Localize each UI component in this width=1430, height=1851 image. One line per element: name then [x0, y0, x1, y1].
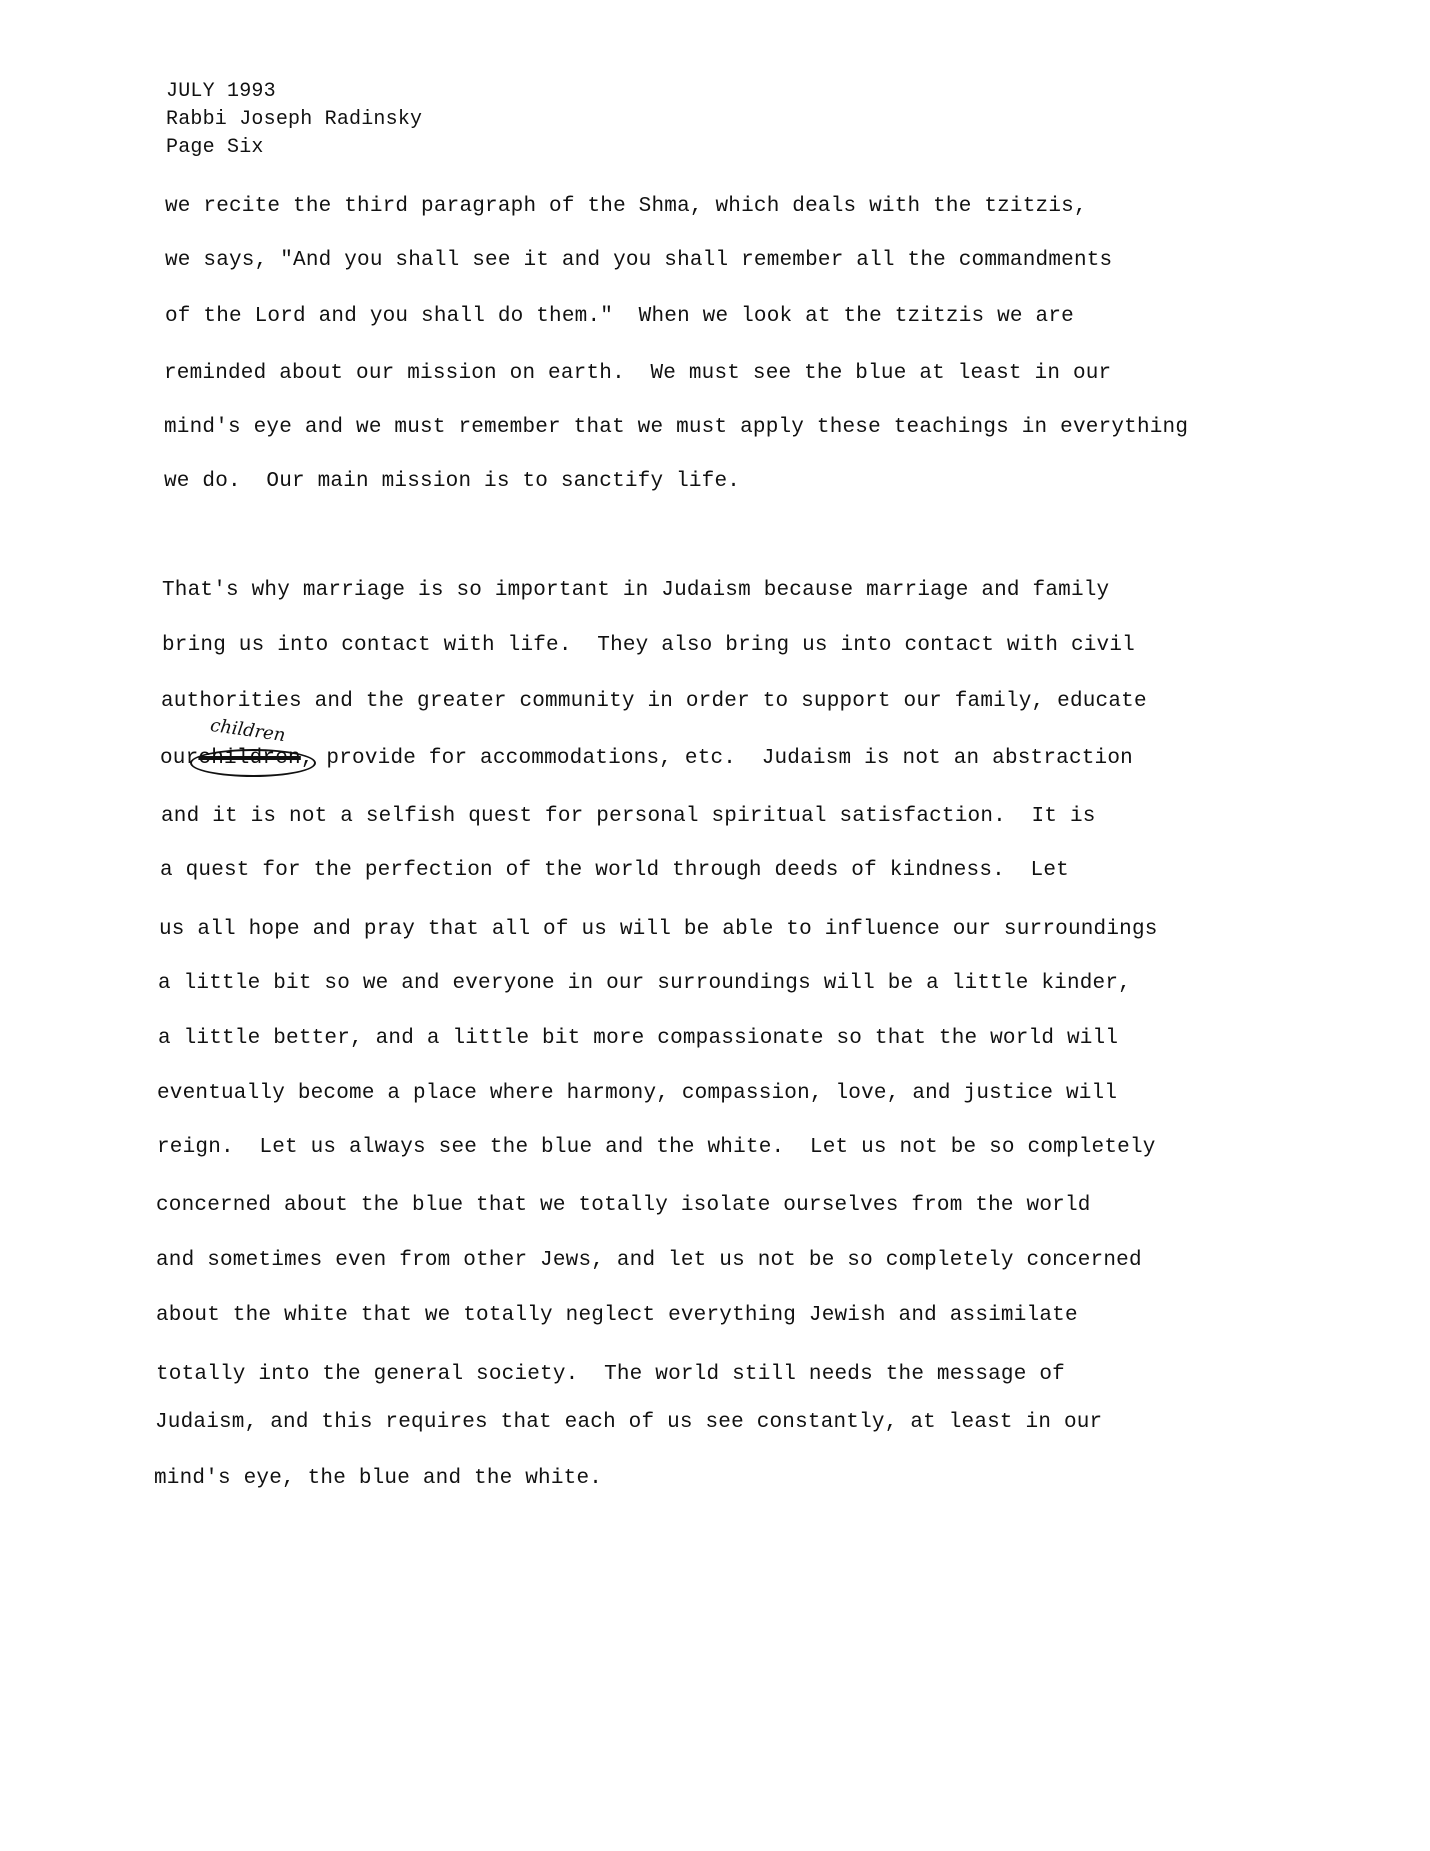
text-line: Judaism, and this requires that each of us see constantly, at least in our: [155, 1411, 1103, 1434]
text-line: about the white that we totally neglect everything Jewish and assimilate: [156, 1304, 1078, 1327]
text-line: of the Lord and you shall do them." When we look at the tzitzis we are: [165, 305, 1074, 328]
handwritten-correction: children: [208, 714, 287, 747]
circle-mark: [190, 749, 316, 777]
text-line: totally into the general society. The world still needs the message of: [156, 1363, 1065, 1386]
text-line: a little bit so we and everyone in our surroundings will be a little kinder,: [158, 972, 1131, 995]
text-line: we do. Our main mission is to sanctify life.: [164, 470, 741, 493]
text-line: That's why marriage is so important in Judaism because marriage and family: [162, 579, 1110, 602]
text-line: us all hope and pray that all of us will be able to influence our surroundings: [159, 918, 1158, 941]
header-page: Page Six: [166, 136, 264, 159]
text-line: reign. Let us always see the blue and the white. Let us not be so completely: [157, 1136, 1156, 1159]
text-line: a little better, and a little bit more compassionate so that the world will: [158, 1027, 1119, 1050]
text-line: and sometimes even from other Jews, and let us not be so completely concerned: [156, 1249, 1142, 1272]
text-line: bring us into contact with life. They also bring us into contact with civil: [162, 634, 1135, 657]
text-line: eventually become a place where harmony, compassion, love, and justice will: [157, 1082, 1118, 1105]
text-line: a quest for the perfection of the world through deeds of kindness. Let: [160, 859, 1069, 882]
text-our: our: [160, 747, 199, 770]
text-line: authorities and the greater community in order to support our family, educate: [161, 690, 1147, 713]
corrected-line: [160, 747, 1133, 770]
text-line: and it is not a selfish quest for personal spiritual satisfaction. It is: [161, 805, 1096, 828]
header-author: Rabbi Joseph Radinsky: [166, 108, 423, 131]
struck-word: [198, 747, 300, 770]
line-rest: , provide for accommodations, etc. Judaism is not an abstraction: [300, 747, 1133, 770]
text-line: mind's eye and we must remember that we must apply these teachings in everything: [164, 416, 1189, 439]
text-line: mind's eye, the blue and the white.: [154, 1467, 603, 1490]
text-line: we recite the third paragraph of the Shma, which deals with the tzitzis,: [165, 195, 1087, 218]
struck-text: children: [198, 747, 301, 770]
text-line: reminded about our mission on earth. We must see the blue at least in our: [164, 362, 1112, 385]
text-line: we says, "And you shall see it and you shall remember all the commandments: [165, 249, 1113, 272]
text-line: concerned about the blue that we totally isolate ourselves from the world: [156, 1194, 1091, 1217]
header-date: JULY 1993: [166, 80, 276, 103]
